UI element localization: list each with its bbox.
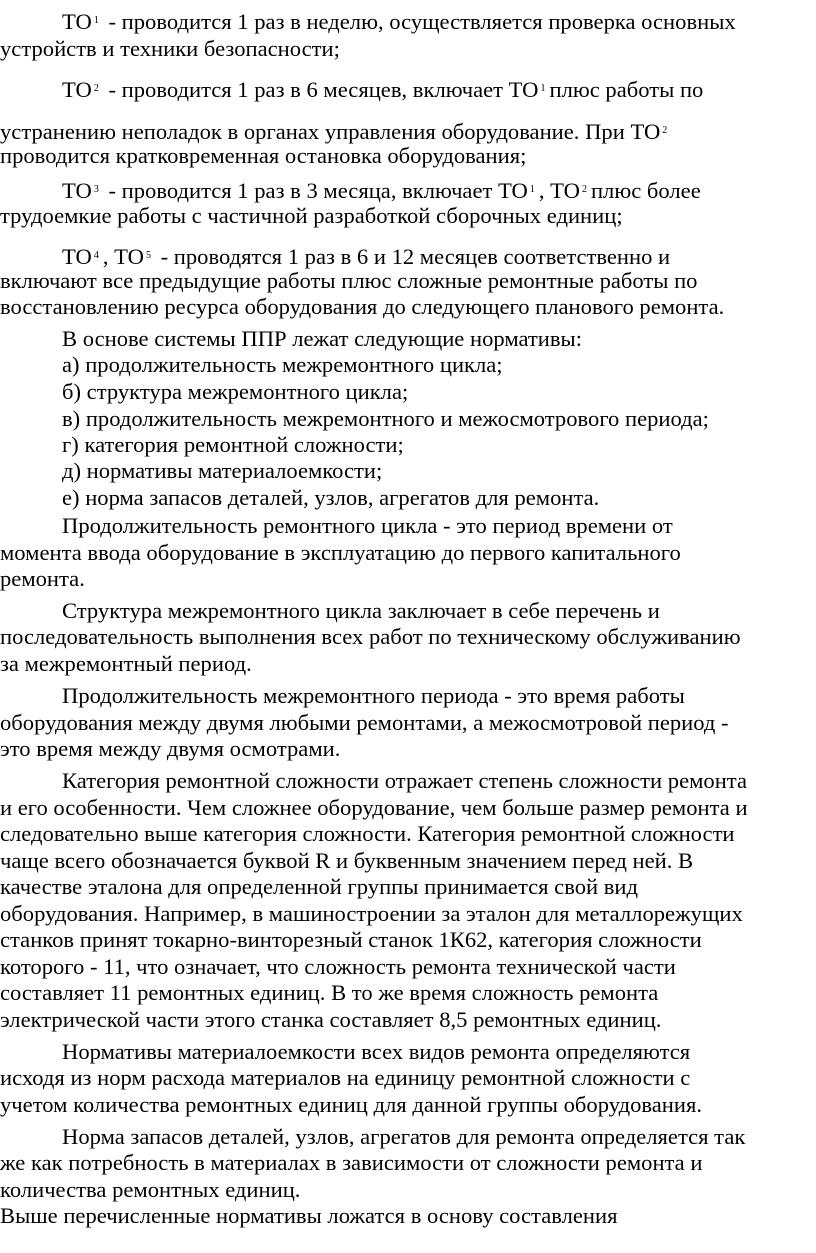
text-run: в) продолжительность межремонтного и межосмотрового периода; — [62, 406, 709, 431]
text-run: - проводятся 1 раз в 6 и 12 месяцев соответственно и — [154, 244, 671, 269]
text-run: , ТО — [538, 178, 580, 203]
text-run: оборудования. Например, в машиностроении за эталон для металлорежущих — [0, 901, 743, 926]
text-run: ТО — [62, 244, 92, 269]
text-run: устранению неполадок в органах управления оборудование. При ТО — [0, 119, 661, 144]
text-line — [0, 710, 816, 736]
text-run: Структура межремонтного цикла заключает в себе перечень и — [62, 598, 660, 623]
text-run: Норма запасов деталей, узлов, агрегатов для ремонта определяется так — [62, 1124, 746, 1149]
text-run: Продолжительность межремонтного периода - это время работы — [62, 683, 685, 708]
text-line — [0, 1203, 816, 1229]
text-line — [0, 203, 816, 229]
text-run: ТО — [62, 9, 92, 34]
text-line — [0, 1177, 816, 1203]
text-run: Выше перечисленные нормативы ложатся в основу составления — [0, 1203, 618, 1228]
text-line — [0, 927, 816, 953]
text-line — [0, 118, 816, 145]
text-run: плюс работы по — [549, 77, 704, 102]
text-line — [0, 294, 816, 320]
text-run: учетом количества ремонтных единиц для данной группы оборудования. — [0, 1092, 703, 1117]
text-run: составляет 11 ремонтных единиц. В то же время сложность ремонта — [0, 980, 659, 1005]
text-line — [62, 683, 816, 709]
text-line — [62, 485, 816, 511]
text-run: В основе системы ППР лежат следующие нормативы: — [62, 326, 582, 351]
text-line — [0, 1092, 816, 1118]
text-line — [0, 268, 816, 294]
text-run: восстановлению ресурса оборудования до следующего планового ремонта. — [0, 294, 725, 319]
text-run: следовательно выше категория сложности. Категория ремонтной сложности — [0, 821, 735, 846]
text-line — [0, 736, 816, 762]
text-line — [62, 1124, 816, 1150]
text-run: Нормативы материалоемкости всех видов ремонта определяются — [62, 1039, 691, 1064]
text-line — [62, 352, 816, 378]
text-run: проводится кратковременная остановка оборудования; — [0, 143, 527, 168]
text-line — [0, 1150, 816, 1176]
text-run: же как потребность в материалах в зависимости от сложности ремонта и — [0, 1150, 703, 1175]
text-line — [0, 874, 816, 900]
text-run: д) нормативы материалоемкости; — [62, 458, 383, 483]
text-run: - проводится 1 раз в 3 месяца, включает ТО — [102, 178, 528, 203]
text-run: включают все предыдущие работы плюс сложные ремонтные работы по — [0, 268, 698, 293]
subscript-index: 2 — [581, 184, 587, 195]
text-line — [62, 8, 816, 35]
text-run: и его особенности. Чем сложнее оборудование, чем больше размер ремонта и — [0, 795, 748, 820]
text-run: , ТО — [102, 244, 144, 269]
text-line — [62, 243, 816, 270]
text-run: Категория ремонтной сложности отражает степень сложности ремонта — [62, 768, 747, 793]
text-line — [62, 432, 816, 458]
text-line — [62, 768, 816, 794]
text-run: исходя из норм расхода материалов на единицу ремонтной сложности с — [0, 1065, 691, 1090]
text-run: станков принят токарно-винторезный станок 1К62, категория сложности — [0, 927, 702, 952]
text-run: это время между двумя осмотрами. — [0, 736, 341, 761]
text-run: за межремонтный период. — [0, 651, 252, 676]
subscript-index: 2 — [662, 125, 668, 136]
text-line — [0, 1007, 816, 1033]
text-line — [62, 76, 816, 103]
text-run: оборудования между двумя любыми ремонтами, а межосмотровой период - — [0, 710, 729, 735]
text-line — [0, 36, 816, 62]
subscript-index: 1 — [529, 184, 535, 195]
subscript-index: 5 — [145, 250, 151, 261]
text-line — [62, 598, 816, 624]
text-run: качестве эталона для определенной группы принимается свой вид — [0, 874, 638, 899]
text-run: количества ремонтных единиц. — [0, 1177, 301, 1202]
text-run: - проводится 1 раз в неделю, осуществляется проверка основных — [102, 9, 736, 34]
text-run: а) продолжительность межремонтного цикла; — [62, 352, 503, 377]
text-run: которого - 11, что означает, что сложность ремонта технической части — [0, 954, 676, 979]
text-line — [62, 458, 816, 484]
text-line — [0, 901, 816, 927]
text-line — [62, 406, 816, 432]
text-run: последовательность выполнения всех работ по техническому обслуживанию — [0, 624, 741, 649]
text-run: Продолжительность ремонтного цикла - это период времени от — [62, 513, 673, 538]
text-line — [62, 379, 816, 405]
subscript-index: 4 — [93, 250, 99, 261]
subscript-index: 1 — [93, 15, 99, 26]
text-line — [62, 177, 816, 204]
text-line — [0, 566, 816, 592]
text-line — [0, 651, 816, 677]
text-run: устройств и техники безопасности; — [0, 36, 340, 61]
text-run: ТО — [62, 77, 92, 102]
text-line — [0, 848, 816, 874]
text-run: ТО — [62, 178, 92, 203]
text-line — [0, 540, 816, 566]
text-run: момента ввода оборудование в эксплуатацию до первого капитального — [0, 540, 681, 565]
text-run: е) норма запасов деталей, узлов, агрегатов для ремонта. — [62, 485, 600, 510]
text-run: ремонта. — [0, 566, 85, 591]
subscript-index: 1 — [540, 83, 546, 94]
text-run: б) структура межремонтного цикла; — [62, 379, 409, 404]
text-run: плюс более — [590, 178, 701, 203]
text-run: чаще всего обозначается буквой R и буквенным значением перед ней. В — [0, 848, 694, 873]
text-line — [0, 143, 816, 169]
text-run: г) категория ремонтной сложности; — [62, 432, 404, 457]
text-run: - проводится 1 раз в 6 месяцев, включает ТО — [102, 77, 539, 102]
text-line — [62, 326, 816, 352]
text-line — [0, 821, 816, 847]
subscript-index: 2 — [93, 83, 99, 94]
text-line — [0, 980, 816, 1006]
text-run: трудоемкие работы с частичной разработкой сборочных единиц; — [0, 203, 623, 228]
text-line — [62, 1039, 816, 1065]
text-line — [0, 795, 816, 821]
text-line — [0, 1065, 816, 1091]
text-run: электрической части этого станка составляет 8,5 ремонтных единиц. — [0, 1007, 662, 1032]
text-line — [62, 513, 816, 539]
text-line — [0, 624, 816, 650]
text-line — [0, 954, 816, 980]
subscript-index: 3 — [93, 184, 99, 195]
